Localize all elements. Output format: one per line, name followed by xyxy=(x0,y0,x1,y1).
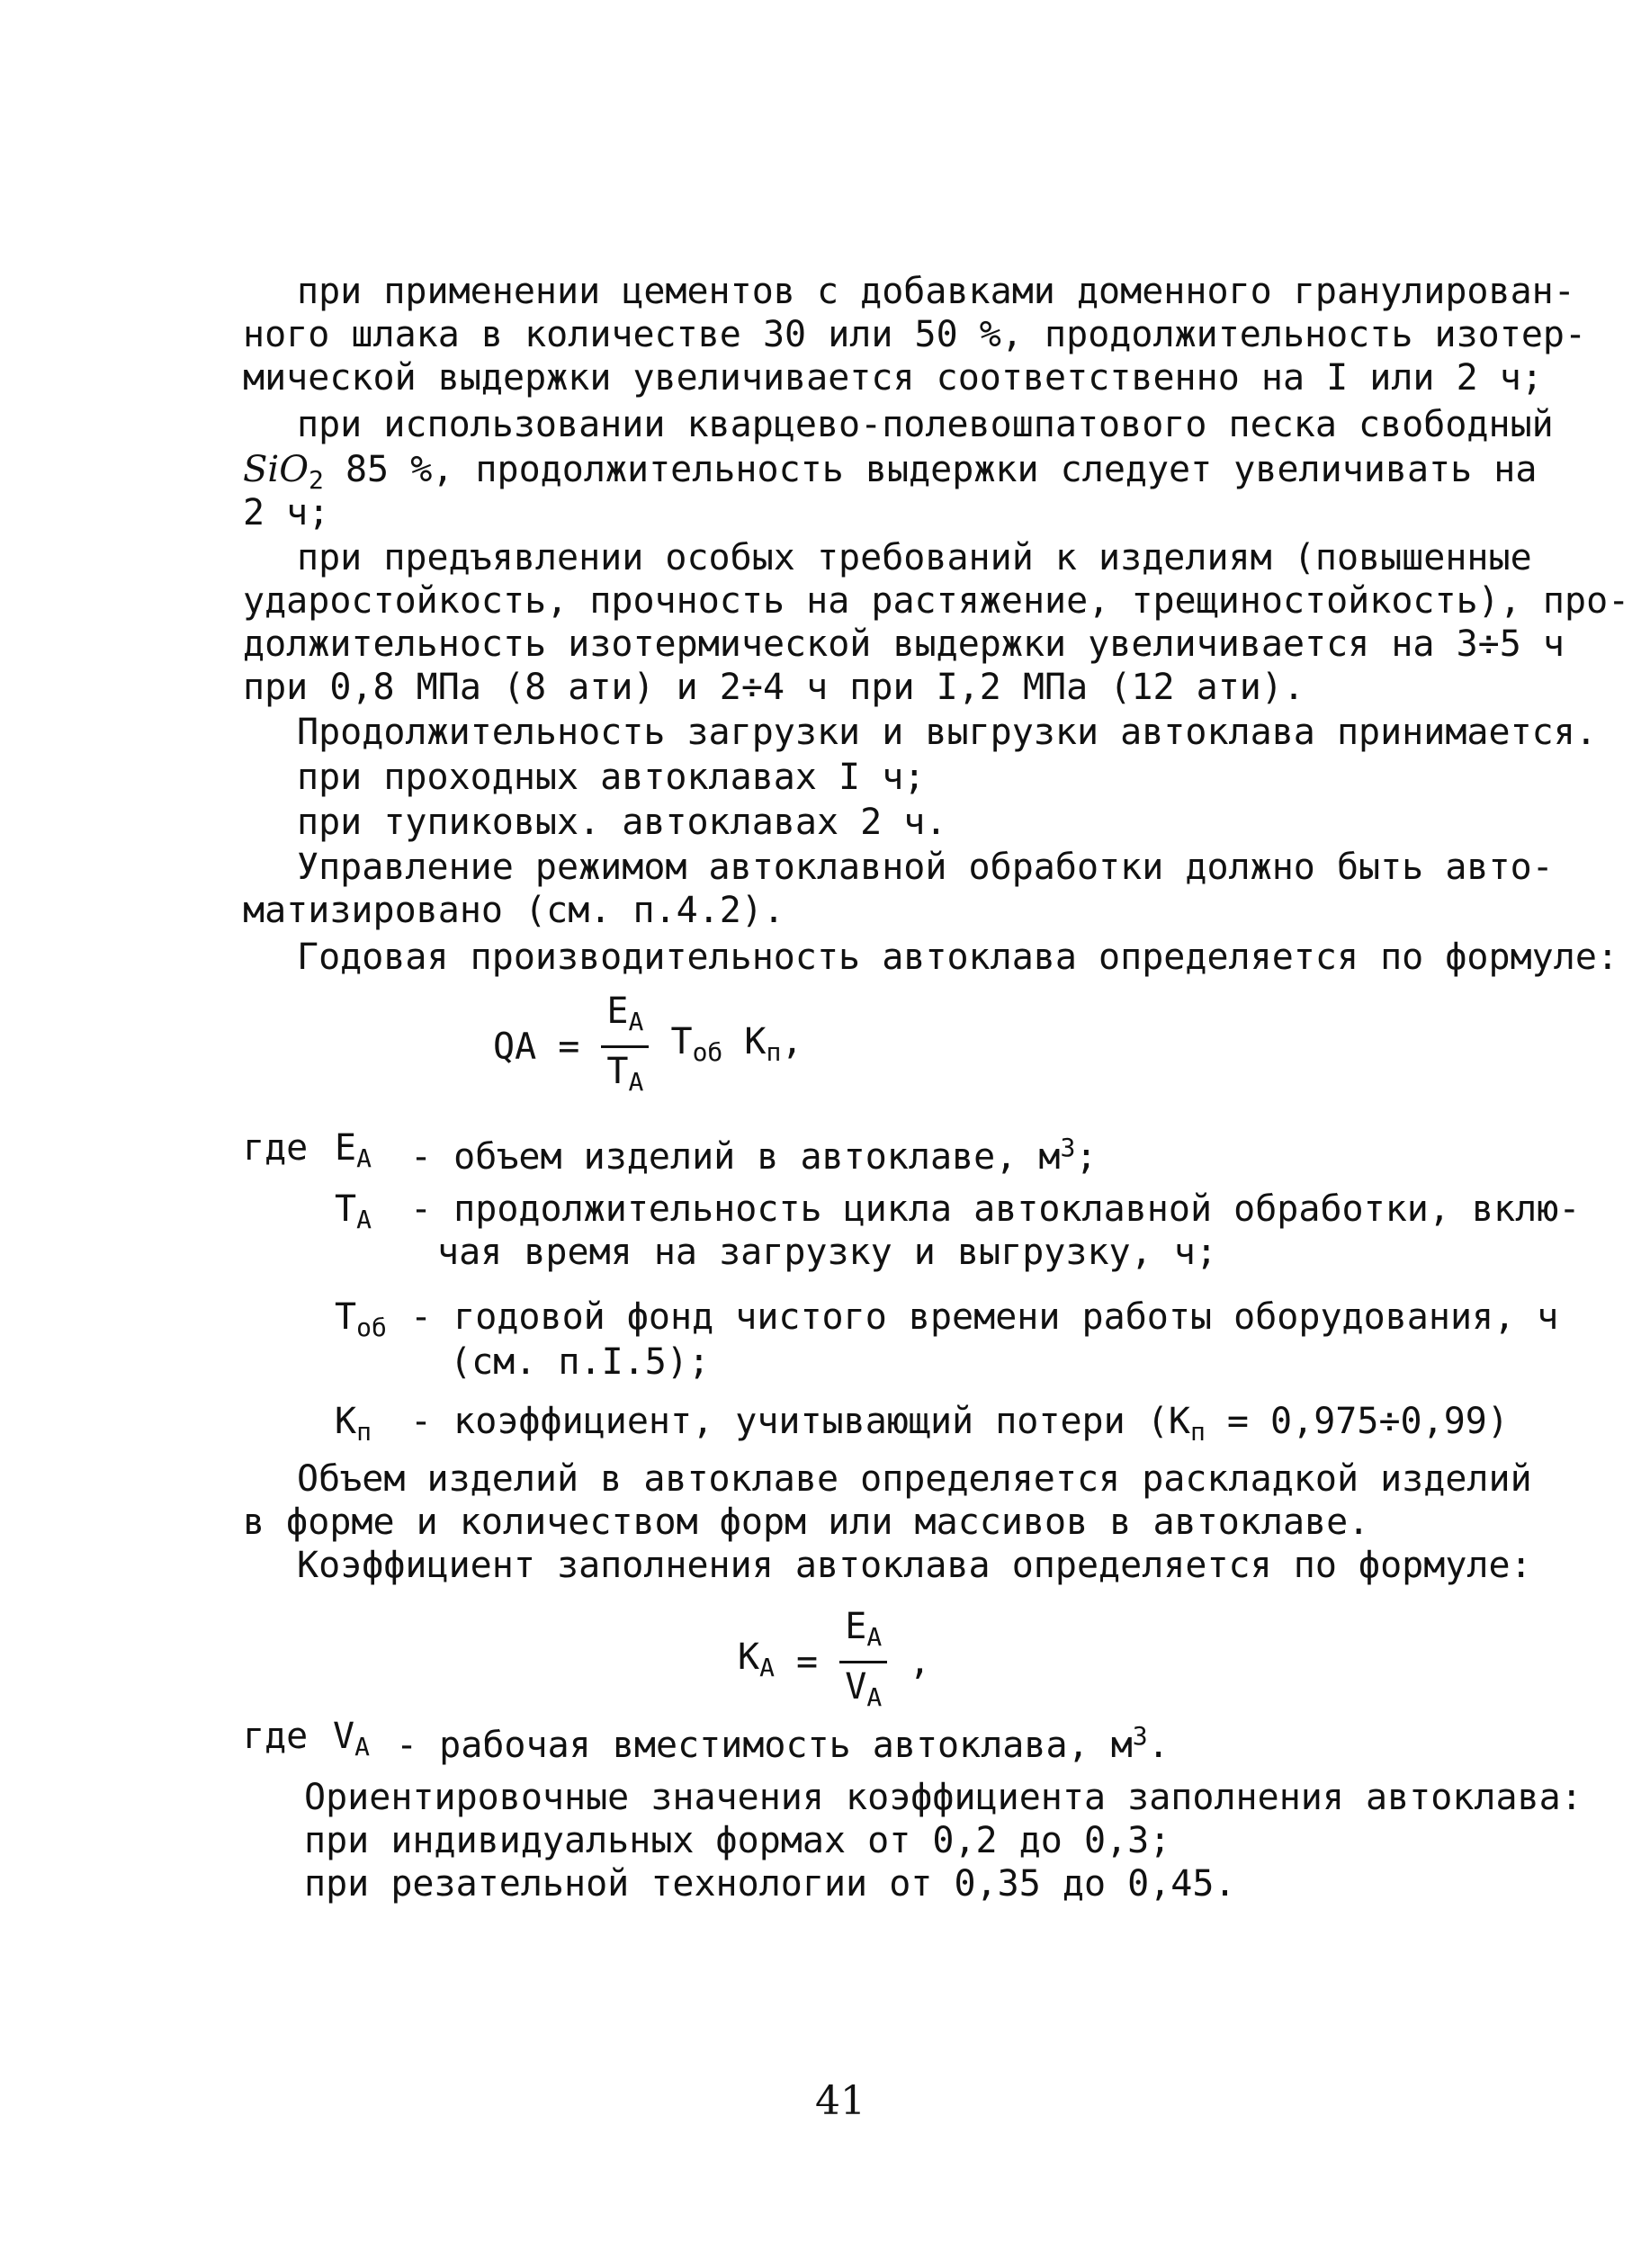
fraction-bar xyxy=(839,1661,887,1663)
formula-fraction xyxy=(839,1605,887,1719)
formula-fraction xyxy=(601,990,649,1104)
definition-where: где xyxy=(243,1716,309,1757)
text-line: при предъявлении особых требований к изделиям (повышенные xyxy=(297,537,1532,578)
definition-text: - коэффициент, учитывающий потери $(K_п = 0,975\div 0,99)$ xyxy=(410,1401,1509,1447)
text-line: матизировано (см. п.4.2). xyxy=(243,890,785,931)
formula-eq: = xyxy=(796,1641,819,1683)
formula-t: $T_{об}$ xyxy=(670,1020,723,1067)
text-line: Объем изделий в автоклаве определяется раскладкой изделий xyxy=(297,1458,1532,1500)
text-line: при применении цементов с добавками доменного гранулирован- xyxy=(297,271,1575,312)
definition-text: - рабочая вместимость автоклава, $м^3$. xyxy=(396,1721,1170,1766)
text-line: ударостойкость, прочность на растяжение, трещиностойкость), про- xyxy=(243,580,1630,622)
definition-text: - объем изделий в автоклаве, $м^3$; xyxy=(410,1133,1098,1178)
definition-text: - продолжительность цикла автоклавной обработки, вклю- xyxy=(410,1188,1581,1230)
text-line: при резательной технологии от 0,35 до 0,45. xyxy=(304,1863,1236,1905)
definition-symbol: $V_A$ xyxy=(333,1716,370,1762)
page-number: 41 xyxy=(815,2078,865,2124)
text-line: Ориентировочные значения коэффициента заполнения автоклава: xyxy=(304,1777,1583,1818)
formula-numerator: $E_A$ xyxy=(845,1606,883,1652)
text-line: при тупиковых. автоклавах 2 ч. xyxy=(297,802,947,843)
definition-symbol: $T_A$ xyxy=(335,1188,372,1234)
formula-annual-output xyxy=(493,990,803,1104)
formula-subscript: 2 xyxy=(309,465,324,495)
formula-denominator: $T_A$ xyxy=(606,1051,644,1097)
definition-where: где xyxy=(243,1127,309,1169)
text-line: при 0,8 МПа (8 ати) и 2÷4 ч при I,2 МПа (12 ати). xyxy=(243,667,1305,708)
text-line: Коэффициент заполнения автоклава определяется по формуле: xyxy=(297,1545,1532,1586)
text-line: ного шлака в количестве 30 или 50 %, продолжительность изотер- xyxy=(243,314,1587,355)
text-line: при индивидуальных формах от 0,2 до 0,3; xyxy=(304,1820,1171,1861)
formula-numerator: $E_A$ xyxy=(606,991,644,1036)
formula-sio2: SiO xyxy=(243,449,309,490)
text-line: в форме и количеством форм или массивов в автоклаве. xyxy=(243,1502,1370,1543)
formula-denominator: $V_A$ xyxy=(845,1666,883,1712)
formula-tail: , xyxy=(909,1641,931,1683)
formula-lhs: $K_A$ xyxy=(738,1636,775,1682)
formula-k: $K_п$, xyxy=(744,1020,803,1067)
text-line: 2 ч; xyxy=(243,492,330,533)
definition-symbol: $T_{об}$ xyxy=(335,1296,387,1342)
fraction-bar xyxy=(601,1045,649,1048)
definition-text: чая время на загрузку и выгрузку, ч; xyxy=(437,1232,1217,1273)
definition-symbol: $E_A$ xyxy=(335,1127,372,1173)
text-line: должительность изотермической выдержки увеличивается на 3÷5 ч xyxy=(243,623,1565,665)
text-line xyxy=(243,448,1537,502)
definition-text: (см. п.I.5); xyxy=(450,1341,710,1383)
text-line: Управление режимом автоклавной обработки должно быть авто- xyxy=(297,847,1554,888)
text-line: при использовании кварцево-полевошпатового песка свободный xyxy=(297,404,1554,445)
formula-lhs: QA = xyxy=(493,1026,580,1068)
formula-fill-factor xyxy=(738,1605,930,1719)
text-fragment: 85 %, продолжительность выдержки следует увеличивать на xyxy=(323,449,1538,490)
text-line: мической выдержки увеличивается соответственно на I или 2 ч; xyxy=(243,357,1543,399)
text-line: Годовая производительность автоклава определяется по формуле: xyxy=(297,937,1619,978)
definition-symbol: $K_п$ xyxy=(335,1401,372,1447)
text-line: при проходных автоклавах I ч; xyxy=(297,757,926,798)
text-line: Продолжительность загрузки и выгрузки автоклава принимается. xyxy=(297,712,1597,753)
definition-text: - годовой фонд чистого времени работы оборудования, ч xyxy=(410,1296,1559,1338)
